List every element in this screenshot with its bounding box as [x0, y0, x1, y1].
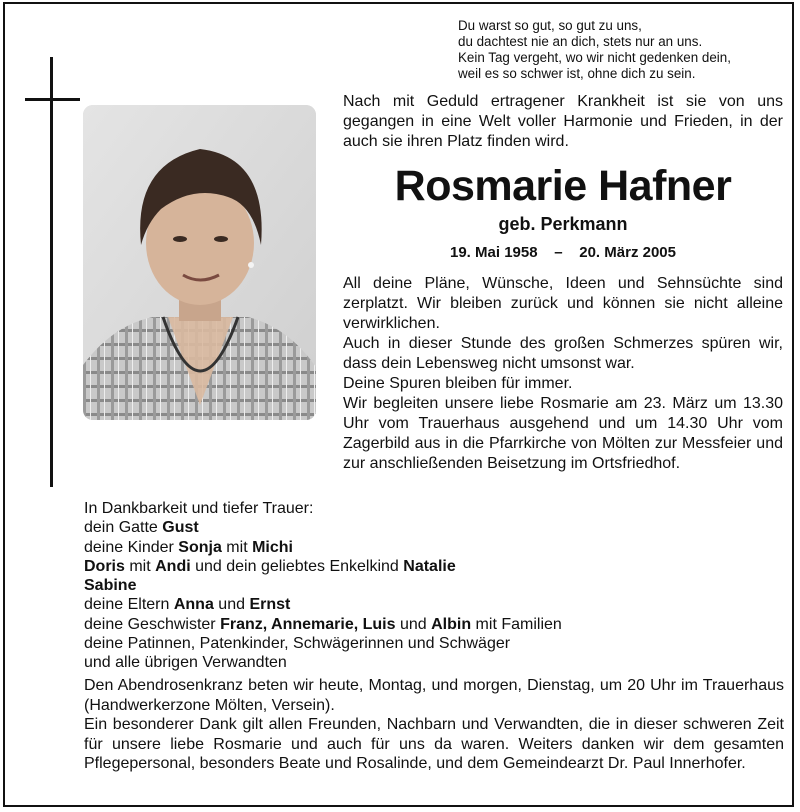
deceased-name: Rosmarie Hafner	[394, 162, 732, 210]
mourners-heading: In Dankbarkeit und tiefer Trauer:	[84, 500, 314, 517]
cross-icon-bar	[25, 98, 80, 101]
mourner-line-others: und alle übrigen Verwandten	[84, 654, 287, 672]
mourner-line-siblings: deine Geschwister Franz, Annemarie, Luis und Albin mit Familien	[84, 615, 562, 633]
memorial-paragraph: Auch in dieser Stunde des großen Schmerzes spüren wir, dass dein Lebensweg nicht umsonst war.	[343, 335, 783, 372]
mourner-line-parents: deine Eltern Anna und Ernst	[84, 596, 291, 614]
poem-line: du dachtest nie an dich, stets nur an uns.	[458, 34, 703, 49]
mourners-list	[84, 499, 784, 673]
intro-text: Nach mit Geduld ertragener Krankheit ist sie von uns gegangen in eine Welt voller Harmonie und Frieden, in der auch sie ihren Platz finden wird.	[343, 93, 783, 150]
mourner-line-godchildren: deine Patinnen, Patenkinder, Schwägerinnen und Schwäger	[84, 635, 511, 653]
poem-line: Du warst so gut, so gut zu uns,	[458, 18, 642, 33]
memorial-text	[343, 274, 783, 474]
death-date: 20. März 2005	[579, 244, 676, 261]
mourner-line-children: Doris mit Andi und dein geliebtes Enkelkind Natalie	[84, 557, 456, 575]
portrait-photo	[83, 105, 316, 420]
thanks-notice: Ein besonderer Dank gilt allen Freunden, Nachbarn und Verwandten, die in dieser schweren Zeit für unsere liebe Rosmarie und auch für uns da waren. Weiters danken wir dem gesamten Pflegepersonal, besonders Beate und Rosalinde, und dem Gemeindearzt Dr. Paul Innerhofer.	[84, 716, 784, 772]
date-separator: –	[554, 244, 563, 261]
memorial-paragraph: Deine Spuren bleiben für immer.	[343, 375, 573, 392]
life-dates	[343, 243, 783, 263]
cross-icon	[50, 57, 53, 487]
mourner-line-children: deine Kinder Sonja mit Michi	[84, 538, 293, 556]
poem-line: Kein Tag vergeht, wo wir nicht gedenken dein,	[458, 50, 731, 65]
birth-date: 19. Mai 1958	[450, 244, 538, 261]
memorial-paragraph: All deine Pläne, Wünsche, Ideen und Sehnsüchte sind zerplatzt. Wir bleiben zurück und können sie nicht alleine verwirklichen.	[343, 275, 783, 332]
maiden-name: geb. Perkmann	[498, 214, 628, 234]
funeral-details: Wir begleiten unsere liebe Rosmarie am 23. März um 13.30 Uhr vom Trauerhaus ausgehend und um 14.30 Uhr vom Zagerbild aus in die Pfarrkirche von Mölten zur Messfeier und zur anschließenden Beisetzung im Ortsfriedhof.	[343, 395, 783, 472]
closing-text	[84, 676, 784, 774]
mourner-line-spouse: dein Gatte Gust	[84, 519, 199, 537]
poem-line: weil es so schwer ist, ohne dich zu sein.	[458, 66, 696, 81]
mourner-line-children: Sabine	[84, 577, 137, 595]
rosary-notice: Den Abendrosenkranz beten wir heute, Montag, und morgen, Dienstag, um 20 Uhr im Trauerhaus (Handwerkerzone Mölten, Versein).	[84, 677, 784, 714]
poem	[458, 18, 788, 82]
